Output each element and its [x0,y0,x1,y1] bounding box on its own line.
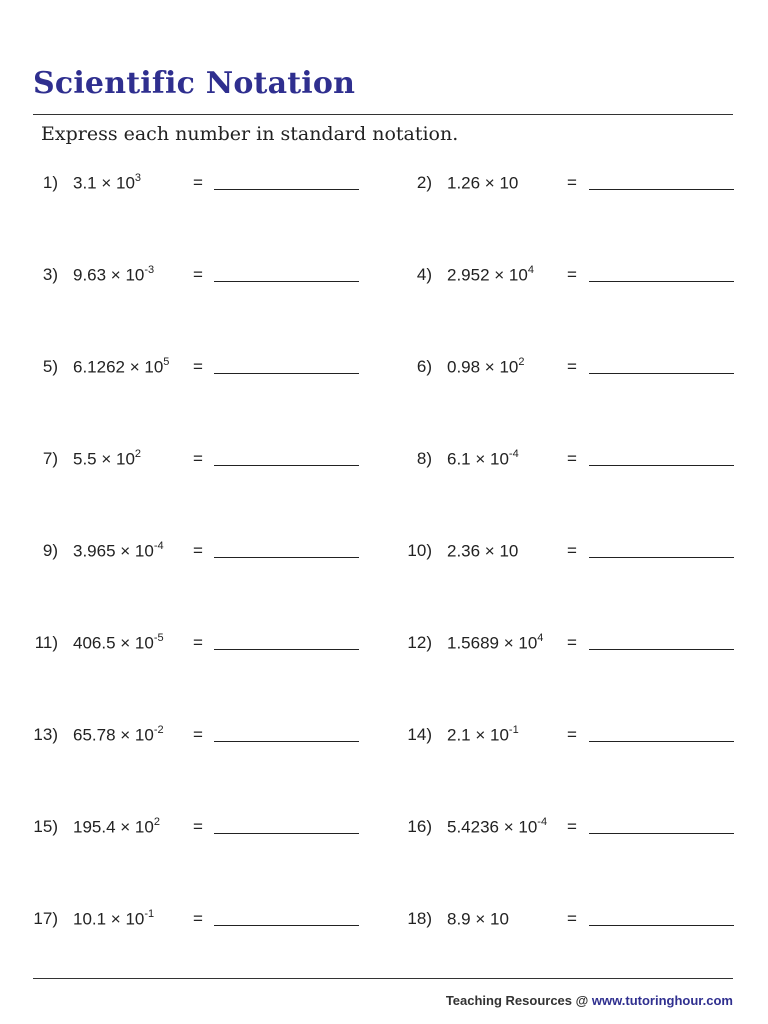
expression-base: 1.26 × 10 [447,173,519,193]
problem-expression [447,173,518,194]
answer-blank[interactable] [589,557,734,558]
expression-exponent: 4 [527,264,534,276]
problem-number: 17) [33,909,58,928]
expression-exponent: 2 [518,356,525,368]
expression-base: 65.78 × 10 [73,725,154,745]
problem-expression [447,449,519,470]
problem-number: 1) [42,173,58,192]
problem-number: 6) [416,357,432,376]
answer-blank[interactable] [589,741,734,742]
problem-expression [447,265,534,286]
expression-base: 406.5 × 10 [73,633,154,653]
expression-exponent: -4 [153,540,164,552]
equals-sign: = [567,357,577,376]
expression-base: 1.5689 × 10 [447,633,538,653]
answer-blank[interactable] [589,281,734,282]
equals-sign: = [567,541,577,560]
problem-expression [447,357,525,378]
problem-item [0,173,768,203]
footer-label: Teaching Resources @ [445,993,592,1008]
equals-sign: = [193,725,203,744]
answer-blank[interactable] [589,189,734,190]
answer-blank[interactable] [589,833,734,834]
problem-expression [447,909,509,930]
instructions: Express each number in standard notation. [41,123,459,145]
problem-item [0,449,768,479]
page-title: Scientific Notation [33,66,356,101]
footer [446,993,733,1008]
equals-sign: = [193,541,203,560]
expression-base: 8.9 × 10 [447,909,509,929]
problem-number: 4) [416,265,432,284]
expression-base: 3.1 × 10 [73,173,135,193]
expression-base: 2.36 × 10 [447,541,519,561]
title-divider [33,114,733,115]
equals-sign: = [193,449,203,468]
problem-item [0,357,768,387]
answer-blank[interactable] [589,649,734,650]
expression-exponent: 5 [163,356,170,368]
expression-exponent: -5 [153,632,164,644]
equals-sign: = [193,173,203,192]
expression-exponent: 2 [134,448,142,460]
problem-number: 2) [416,173,432,192]
equals-sign: = [567,817,577,836]
problem-number: 12) [407,633,432,652]
problem-item [0,541,768,571]
expression-base: 2.1 × 10 [447,725,509,745]
problem-number: 18) [407,909,432,928]
problem-number: 5) [42,357,58,376]
expression-base: 5.5 × 10 [73,449,135,469]
expression-base: 6.1262 × 10 [73,357,164,377]
expression-base: 2.952 × 10 [447,265,528,285]
problem-item [0,725,768,755]
expression-exponent: -1 [144,908,155,920]
equals-sign: = [567,633,577,652]
expression-base: 10.1 × 10 [73,909,145,929]
problem-number: 13) [33,725,58,744]
footer-site-link[interactable]: www.tutoringhour.com [591,993,733,1008]
equals-sign: = [567,725,577,744]
problem-number: 11) [34,633,58,652]
expression-base: 3.965 × 10 [73,541,154,561]
equals-sign: = [193,357,203,376]
problem-number: 15) [33,817,58,836]
expression-exponent: -4 [508,448,519,460]
expression-base: 5.4236 × 10 [447,817,538,837]
expression-base: 9.63 × 10 [73,265,145,285]
expression-exponent: 3 [134,172,142,184]
problem-number: 9) [42,541,58,560]
problem-expression [447,541,518,562]
expression-exponent: 2 [153,816,160,828]
answer-blank[interactable] [589,925,734,926]
equals-sign: = [193,265,203,284]
problem-expression [447,725,519,746]
problem-number: 10) [407,541,432,560]
problem-item [0,817,768,847]
expression-exponent: -4 [537,816,548,828]
expression-exponent: -1 [508,724,519,736]
equals-sign: = [567,449,577,468]
answer-blank[interactable] [589,373,734,374]
expression-exponent: -3 [144,264,155,276]
footer-divider [33,978,733,979]
problem-number: 14) [407,725,432,744]
expression-exponent: -2 [153,724,164,736]
problem-number: 16) [407,817,432,836]
problem-number: 3) [42,265,58,284]
problem-number: 7) [42,449,58,468]
problem-expression [447,633,543,654]
answer-blank[interactable] [589,465,734,466]
problem-expression [447,817,547,838]
equals-sign: = [567,265,577,284]
expression-exponent: 4 [537,632,544,644]
problem-item [0,265,768,295]
equals-sign: = [567,173,577,192]
equals-sign: = [193,817,203,836]
expression-base: 195.4 × 10 [73,817,154,837]
equals-sign: = [193,909,203,928]
expression-base: 6.1 × 10 [447,449,509,469]
expression-base: 0.98 × 10 [447,357,519,377]
problem-item [0,633,768,663]
equals-sign: = [567,909,577,928]
problem-number: 8) [416,449,432,468]
equals-sign: = [193,633,203,652]
problem-item [0,909,768,939]
